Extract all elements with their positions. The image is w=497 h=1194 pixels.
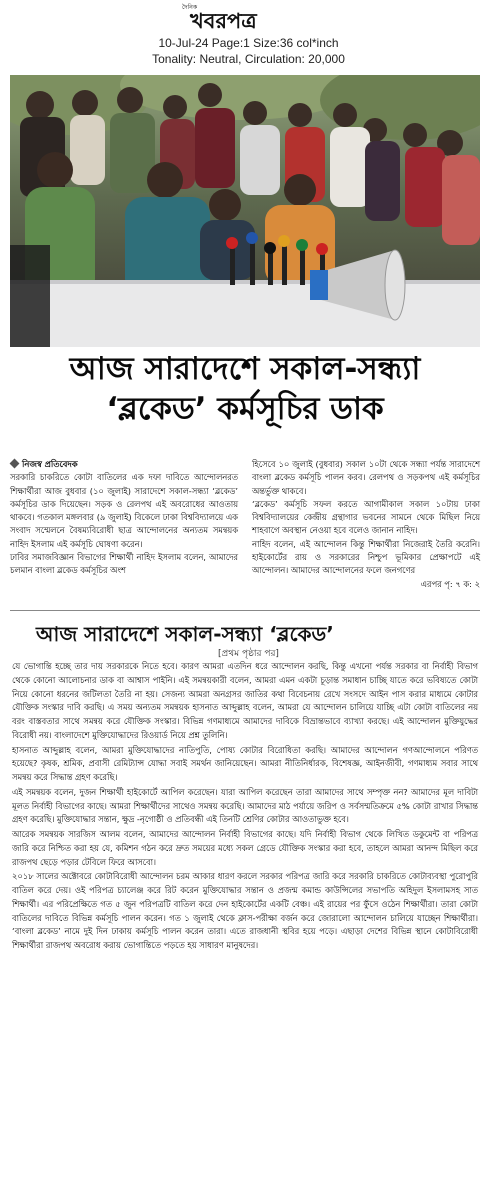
photo-illustration — [10, 75, 480, 347]
jump-title: আজ সারাদেশে সকাল-সন্ধ্যা ‘ব্লকেড’ — [36, 622, 334, 646]
headline — [10, 352, 480, 426]
headline-line-1: আজ সারাদেশে সকাল-সন্ধ্যা — [69, 351, 421, 387]
jump-paragraph: এই সমন্বয়ক বলেন, দুজন শিক্ষার্থী হাইকোর্টে আপিল করেছেন। যারা আপিল করেছেন তারা আমাদের সাথে সম্পৃক্ত নন? আমাদের মূল দাবিটা মূলত নির্বাহী বিভাগের কাছে। আমরা শিক্ষার্থীদের সাথেও সমন্বয় করেছি। আমাদের মাঠ পর্যায়ে জরিপ ও সর্বসম্মতিক্রমে ৫% কোটা রাখার সিদ্ধান্ত গ্রহণ করেছি। মুক্তিযোদ্ধার সন্তান, ক্ষুদ্র -নৃগোষ্ঠী ও প্রতিবন্ধী এই তিনটি শ্রেণির কোটার আওতাভুক্ত হবে। — [12, 786, 478, 825]
masthead — [0, 0, 497, 72]
continued-note: এরপর পৃ: ৭ ক: ২ — [420, 578, 480, 589]
info-line: Tonality: Neutral, Circulation: 20,000 — [152, 52, 345, 66]
jump-paragraph: আরেক সমন্বয়ক সারজিস আলম বলেন, আমাদের আন্দোলন নির্বাহী বিভাগের কাছে। যদি নির্বাহী বিভাগ থেকে লিখিত ডকুমেন্ট বা পরিপত্র জারি করে নিশ্চিত করা হয় যে, কমিশন গঠন করে দ্রুত সময়ের মধ্যে সকল গ্রেডে যৌক্তিক সংস্কার করা হবে, তাহলে আমরা আনন্দ মিছিল করে রাজপথ ছেড়ে পড়ার টেবিলে ফিরে আসবো। — [12, 829, 478, 867]
diamond-bullet-icon — [10, 459, 20, 469]
edition-line: 10-Jul-24 Page:1 Size:36 col*inch — [158, 36, 339, 50]
jump-paragraph: যে ভোগান্তি হচ্ছে তার দায় সরকারকে নিতে হবে। কারণ আমরা এতদিন ধরে আন্দোলন করছি, কিন্তু এখনো পর্যন্ত সরকার বা নির্বাহী বিভাগ থেকে কোনো আলোচনার ডাক বা আশ্বাস পাইনি। এই সমন্বয়কারী বলেন, আমরা এমন একটা চূড়ান্ত সমাধান চাচ্ছি যাতে করে ভবিষ্যতে কোটা নিয়ে কোনো ধরনের জটিলতা তৈরি না হয়। সেজন্য আমরা অনগ্রসর জাতির কথা বিবেচনায় রেখে সংসদে আইন পাস করার মাধ্যমে কোটার যৌক্তিক সংস্কার দাবি করছি। এ সময় অন্যতম সমন্বয়ক হাসনাত আব্দুল্লাহ বলেন, আমরা যে আন্দোলন চালিয়ে যাচ্ছি এটা কোটা বাতিলের নয় বরং বাস্তবতার সাথে সমন্বয় করে যৌক্তিক সংস্কার। বিভিন্ন গণমাধ্যমে আমাদের দাবিকে বিভ্রান্তভাবে ব্যাখ্যা করছে। এই আন্দোলন মুক্তিযুদ্ধের বিরোধী নয়। বাংলাদেশে মুক্তিযোদ্ধাদের রিওয়ার্ড নিয়ে প্রশ্ন তুলিনি। — [12, 661, 478, 740]
jump-paragraph: হাসনাত আব্দুল্লাহ বলেন, আমরা মুক্তিযোদ্ধাদের নাতিপুতি, পোষ্য কোটার বিরোধিতা করছি। আমাদের আন্দোলন গণআন্দোলনে পরিণত হয়েছে? কৃষক, শ্রমিক, প্রবাসী রেমিট্যান্স যোদ্ধা সবাই সমর্থন জানিয়েছেন। আমরা নীতিনির্ধারক, বিশেষজ্ঞ, আইনজীবী, গণমাধ্যম সবার সাথে সমন্বয় করে সিদ্ধান্ত গ্রহণ করেছি। — [12, 744, 478, 782]
logo-text: খবরপত্র — [190, 9, 257, 33]
jump-body — [12, 660, 478, 953]
intro-right-text: হিসেবে ১০ জুলাই (বুধবার) সকাল ১০টা থেকে সন্ধ্যা পর্যন্ত সারাদেশে বাংলা ব্লকেড কর্মসূচি পালন করব। রেলপথ ও সড়কপথ এই কর্মসূচির অন্তর্ভুক্ত থাকবে। ‘ব্লকেড’ কর্মসূচি সফল করতে আগামীকাল সকাল ১০টায় ঢাকা বিশ্ববিদ্যালয়ের কেন্দ্রীয় গ্রন্থাগার ভবনের সামনে থেকে মিছিল নিয়ে শাহবাগে অবস্থান নেওয়া হবে বলেও জানান নাহিদ। নাহিদ বলেন, এই আন্দোলন কিন্তু শিক্ষার্থীরা নিজেরাই তৈরি করেনি। হাইকোর্টের রায় ও সরকারের নিশ্চুপ ভূমিকার প্রেক্ষাপটে এই আন্দোলন। আমাদের আন্দোলনের ফলে জনগণের — [252, 459, 480, 576]
intro-column-left — [10, 458, 238, 578]
newspaper-logo — [178, 2, 318, 32]
logo-small-text: দৈনিক — [182, 4, 198, 11]
intro-left-text: সরকারি চাকরিতে কোটা বাতিলের এক দফা দাবিতে আন্দোলনরত শিক্ষার্থীরা আজ বুধবার (১০ জুলাই) সারাদেশে সকাল-সন্ধ্যা ‘ব্লকেড’ কর্মসূচির ডাক দিয়েছেন। সড়ক ও রেলপথ এই অবরোধের আওতায় থাকবে। গতকাল মঙ্গলবার (৯ জুলাই) বিকেলে ঢাকা বিশ্ববিদ্যালয়ে এক সংবাদ সম্মেলনে বৈষম্যবিরোধী ছাত্র আন্দোলনের অন্যতম সমন্বয়ক নাহিদ ইসলাম এই কর্মসূচি ঘোষণা করেন। ঢাবির সমাজবিজ্ঞান বিভাগের শিক্ষার্থী নাহিদ ইসলাম বলেন, আমাদের চলমান বাংলা ব্লকেড কর্মসূচির অংশ — [10, 472, 238, 576]
byline — [10, 458, 238, 471]
byline-text: নিজস্ব প্রতিবেদক — [22, 459, 78, 469]
intro-column-right — [252, 458, 480, 591]
section-divider — [10, 610, 480, 611]
press-conference-photo — [10, 75, 480, 347]
jump-source-note: [প্রথম পৃষ্ঠার পর] — [218, 649, 279, 659]
intro-article — [10, 458, 480, 608]
jump-paragraph: ২০১৮ সালের অক্টোবরে কোটাবিরোধী আন্দোলন চরম আকার ধারণ করলে সরকার পরিপত্র জারি করে সরকারি চাকরিতে কোটাব্যবস্থা পুরোপুরি বাতিল করে দেয়। ওই পরিপত্র চ্যালেঞ্জ করে রিট করেন মুক্তিযোদ্ধার সন্তান ও প্রজন্ম কমান্ড কাউন্সিলের সভাপতি অহিদুল ইসলামসহ সাত শিক্ষার্থী। এর পরিপ্রেক্ষিতে গত ৫ জুন পরিপত্রটি বাতিল করে দেন হাইকোর্টের একটি বেঞ্চ। এই রায়ের পর ফুঁসে ওঠেন শিক্ষার্থীরা। তারা কোটা বাতিলের দাবিতে বিভিন্ন কর্মসূচি পালন করেন। গত ১ জুলাই থেকে ক্লাস-পরীক্ষা বর্জন করে জোরালো আন্দোলন চালিয়ে যাচ্ছেন শিক্ষার্থীরা। ‘বাংলা ব্লকেড’ নামে দুই দিন ঢাকায় কর্মসূচি পালন করেন তারা। এতে রাজধানী স্থবির হয়ে পড়ে। এছাড়া দেশের বিভিন্ন স্থানে কোটাবিরোধী শিক্ষার্থীরা রাজপথ অবরোধ করায় ভোগান্তিতে পড়তে হয় সাধারণ মানুষদের। — [12, 871, 479, 950]
headline-line-2: ‘ব্লকেড’ কর্মসূচির ডাক — [106, 391, 384, 428]
